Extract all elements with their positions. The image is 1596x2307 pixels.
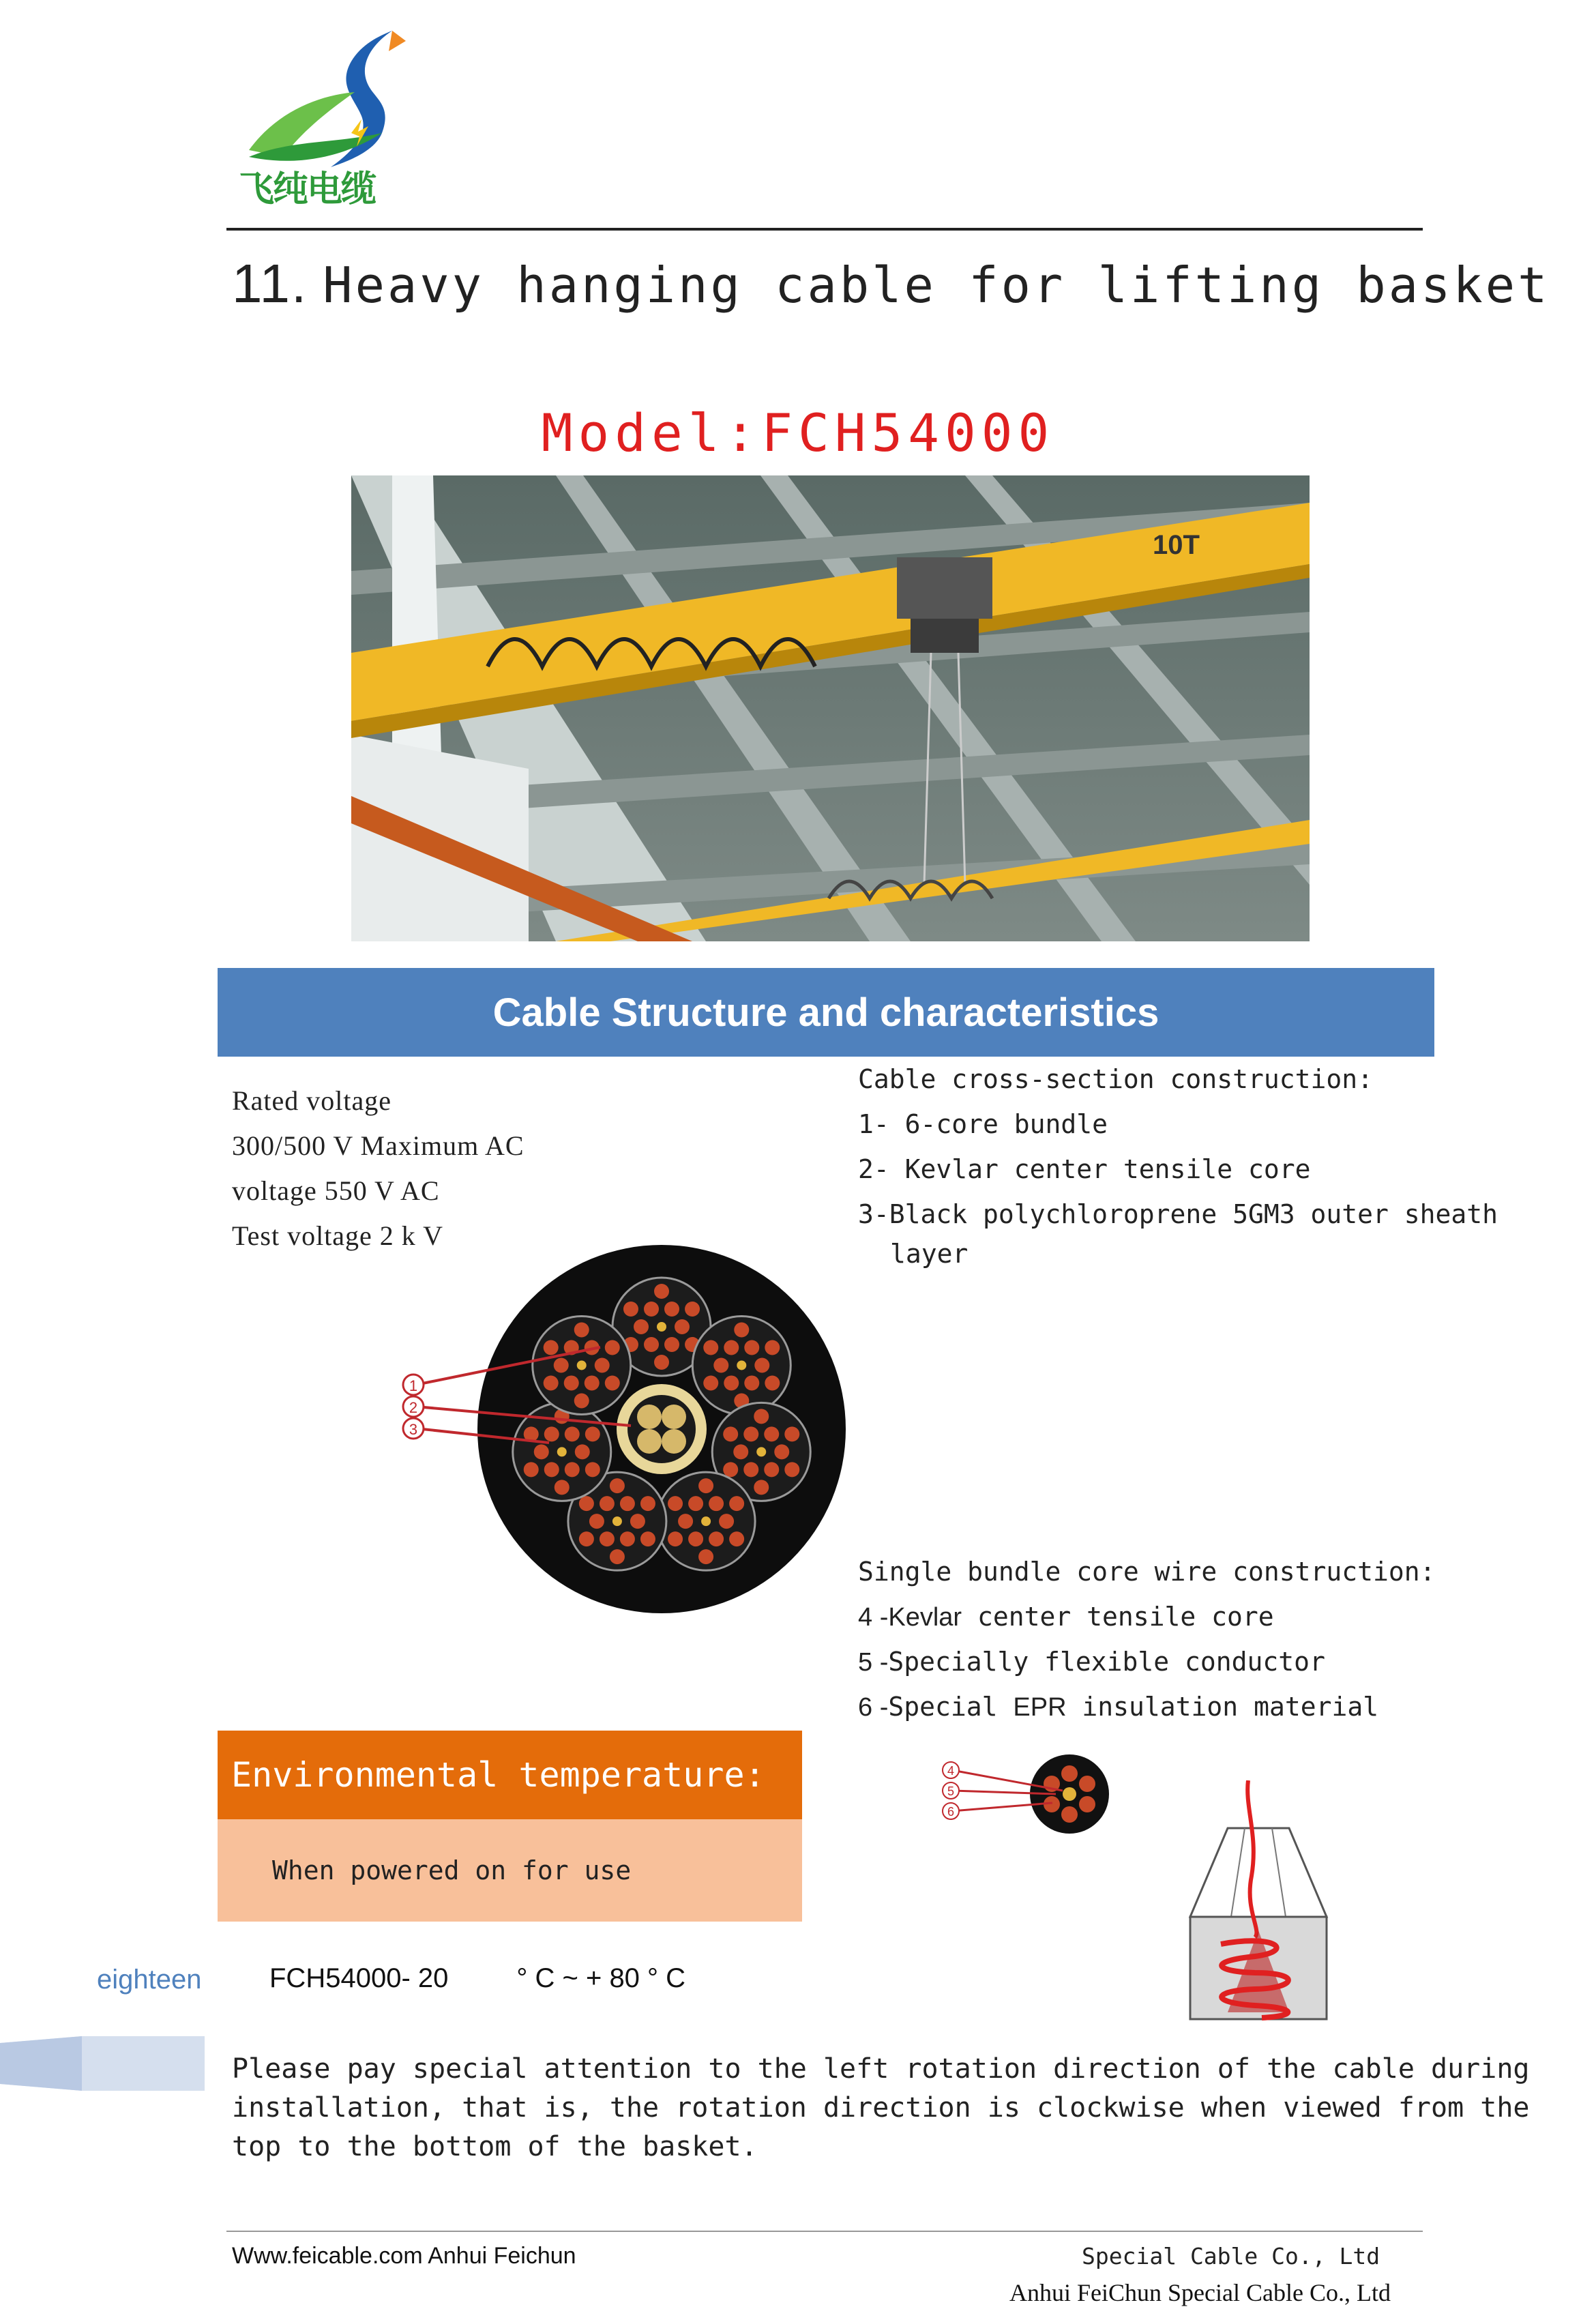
conductor-dot (744, 1375, 759, 1390)
conductor-dot (734, 1322, 749, 1337)
footer-divider (226, 2231, 1423, 2232)
conductor-dot (585, 1462, 600, 1477)
conductor-dot (709, 1531, 724, 1546)
kevlar-core-dot (657, 1322, 666, 1332)
crane-capacity-label: 10T (1153, 530, 1200, 560)
footer-website[interactable]: Www.feicable.com Anhui Feichun (232, 2243, 576, 2269)
footer-company-suffix: Special Cable Co., Ltd (1082, 2243, 1380, 2269)
callout-5 (943, 1782, 959, 1799)
conductor-dot (620, 1496, 635, 1511)
conductor-dot (595, 1357, 610, 1372)
conductor-dot (620, 1531, 635, 1546)
bundle-item-6: 6 -Special EPR insulation material (858, 1692, 1379, 1722)
kevlar-core-dot (612, 1516, 622, 1526)
kevlar-core-dot (701, 1516, 711, 1526)
rotation-direction-diagram (1180, 1780, 1337, 2026)
conductor-dot (654, 1355, 669, 1370)
section-title (232, 252, 1550, 316)
conductor-dot (685, 1302, 700, 1317)
conductor-dot (723, 1426, 738, 1441)
conductor-dot (600, 1496, 615, 1511)
conductor-dot (743, 1462, 758, 1477)
rated-voltage-label: Rated voltage (232, 1085, 392, 1116)
section-number: 11. (232, 253, 308, 314)
conductor-dot (630, 1514, 645, 1529)
structure-banner: Cable Structure and characteristics (218, 968, 1434, 1057)
conductor-dot (703, 1375, 718, 1390)
callout-6 (943, 1803, 959, 1819)
conductor-dot (744, 1340, 759, 1355)
test-voltage-value: Test voltage 2 k V (232, 1220, 443, 1251)
conductor-dot (605, 1340, 620, 1355)
conductor-dot (724, 1340, 739, 1355)
conductor-dot (678, 1514, 693, 1529)
conductor-dot (764, 1462, 779, 1477)
conductor-dot (579, 1496, 594, 1511)
svg-text:1: 1 (409, 1377, 418, 1394)
conductor-dot (784, 1462, 799, 1477)
logo-text: 飞纯电缆 (239, 170, 376, 209)
conductor-dot (724, 1375, 739, 1390)
conductor-dot (555, 1480, 570, 1495)
conductor-dot (574, 1322, 589, 1337)
conductor-dot (623, 1302, 638, 1317)
conductor-dot (585, 1426, 600, 1441)
section-title-text: Heavy hanging cable for lifting basket (323, 256, 1550, 314)
svg-text:3: 3 (409, 1421, 418, 1438)
conductor-dot (589, 1514, 604, 1529)
callout-2 (403, 1396, 424, 1417)
svg-text:6: 6 (947, 1805, 955, 1819)
conductor-dot (703, 1340, 718, 1355)
conductor-dot (765, 1375, 780, 1390)
bundle-item-5: 5 -Specially flexible conductor (858, 1647, 1325, 1677)
conductor-dot (668, 1531, 683, 1546)
conductor-dot (784, 1426, 799, 1441)
conductor-dot (688, 1531, 703, 1546)
conductor-dot (564, 1375, 579, 1390)
conductor-dot (544, 1340, 559, 1355)
conductor-dot (544, 1375, 559, 1390)
conductor-dot (698, 1478, 713, 1493)
svg-text:5: 5 (947, 1784, 955, 1798)
conductor-dot (575, 1444, 590, 1459)
temperature-range: FCH54000- 20 ° C ~ + 80 ° C (269, 1963, 686, 1993)
conductor-dot (754, 1357, 769, 1372)
conductor-dot (764, 1426, 779, 1441)
conductor-dot (544, 1426, 559, 1441)
conductor-dot (668, 1496, 683, 1511)
conductor-dot (610, 1478, 625, 1493)
model-heading: Model:FCH54000 (541, 402, 1055, 463)
max-voltage-value: voltage 550 V AC (232, 1175, 440, 1206)
conductor-dot (713, 1357, 728, 1372)
conductor-dot (565, 1426, 580, 1441)
conductor-dot (729, 1496, 744, 1511)
conductor-dot (723, 1462, 738, 1477)
cross-section-item-3-cont: layer (890, 1239, 969, 1269)
side-decoration (0, 2033, 205, 2094)
conductor-dot (733, 1444, 748, 1459)
bundle-heading: Single bundle core wire construction: (858, 1557, 1436, 1587)
footer-company-name: Anhui FeiChun Special Cable Co., Ltd (1009, 2279, 1391, 2306)
conductor-dot (709, 1496, 724, 1511)
svg-text:4: 4 (947, 1764, 955, 1778)
conductor-dot (644, 1302, 659, 1317)
conductor-dot (664, 1302, 679, 1317)
callout-1 (403, 1375, 424, 1395)
conductor-dot (634, 1319, 649, 1334)
conductor-dot (774, 1444, 789, 1459)
conductor-dot (640, 1531, 655, 1546)
cross-section-heading: Cable cross-section construction: (858, 1064, 1373, 1094)
conductor-dot (610, 1549, 625, 1564)
bundle-cross-section-diagram (940, 1743, 1117, 1845)
cross-section-item-1: 1- 6-core bundle (858, 1109, 1108, 1139)
conductor-dot (675, 1319, 690, 1334)
cross-section-item-2: 2- Kevlar center tensile core (858, 1154, 1311, 1184)
environment-body: When powered on for use (218, 1819, 802, 1922)
conductor-dot (544, 1462, 559, 1477)
header-divider (226, 228, 1423, 231)
conductor-dot (585, 1375, 600, 1390)
conductor-dot (565, 1462, 580, 1477)
conductor-dot (765, 1340, 780, 1355)
conductor-dot (754, 1480, 769, 1495)
conductor-dot (719, 1514, 734, 1529)
svg-text:2: 2 (409, 1399, 418, 1416)
conductor-dot (554, 1357, 569, 1372)
conductor-dot (644, 1337, 659, 1352)
kevlar-core-dot (577, 1360, 587, 1370)
bundle-item-4: 4 -Kevlar center tensile core (858, 1602, 1274, 1632)
callout-4 (943, 1762, 959, 1778)
conductor-dot (729, 1531, 744, 1546)
conductor-dot (534, 1444, 549, 1459)
conductor-dot (605, 1375, 620, 1390)
conductor-dot (579, 1531, 594, 1546)
conductor-dot (524, 1462, 539, 1477)
page-number: eighteen (97, 1965, 202, 1995)
conductor-dot (743, 1426, 758, 1441)
conductor-dot (640, 1496, 655, 1511)
conductor-dot (664, 1337, 679, 1352)
crane-photo (351, 475, 1310, 941)
rated-voltage-value: 300/500 V Maximum AC (232, 1130, 524, 1161)
conductor-dot (574, 1393, 589, 1408)
environment-banner: Environmental temperature: (218, 1731, 802, 1819)
cable-cross-section-diagram (396, 1238, 846, 1620)
kevlar-core-dot (737, 1360, 746, 1370)
kevlar-core-dot (756, 1447, 766, 1456)
conductor-dot (754, 1409, 769, 1424)
conductor-dot (688, 1496, 703, 1511)
conductor-dot (654, 1284, 669, 1299)
callout-3 (403, 1418, 424, 1439)
conductor-dot (698, 1549, 713, 1564)
installation-note: Please pay special attention to the left rotation direction of the cable during installation, that is, the rotation direction is clockwise when viewed from the top to the bottom of the basket. (232, 2053, 1530, 2162)
conductor-dot (600, 1531, 615, 1546)
cross-section-item-3: 3-Black polychloroprene 5GM3 outer sheath (858, 1199, 1498, 1229)
kevlar-core-dot (557, 1447, 567, 1456)
